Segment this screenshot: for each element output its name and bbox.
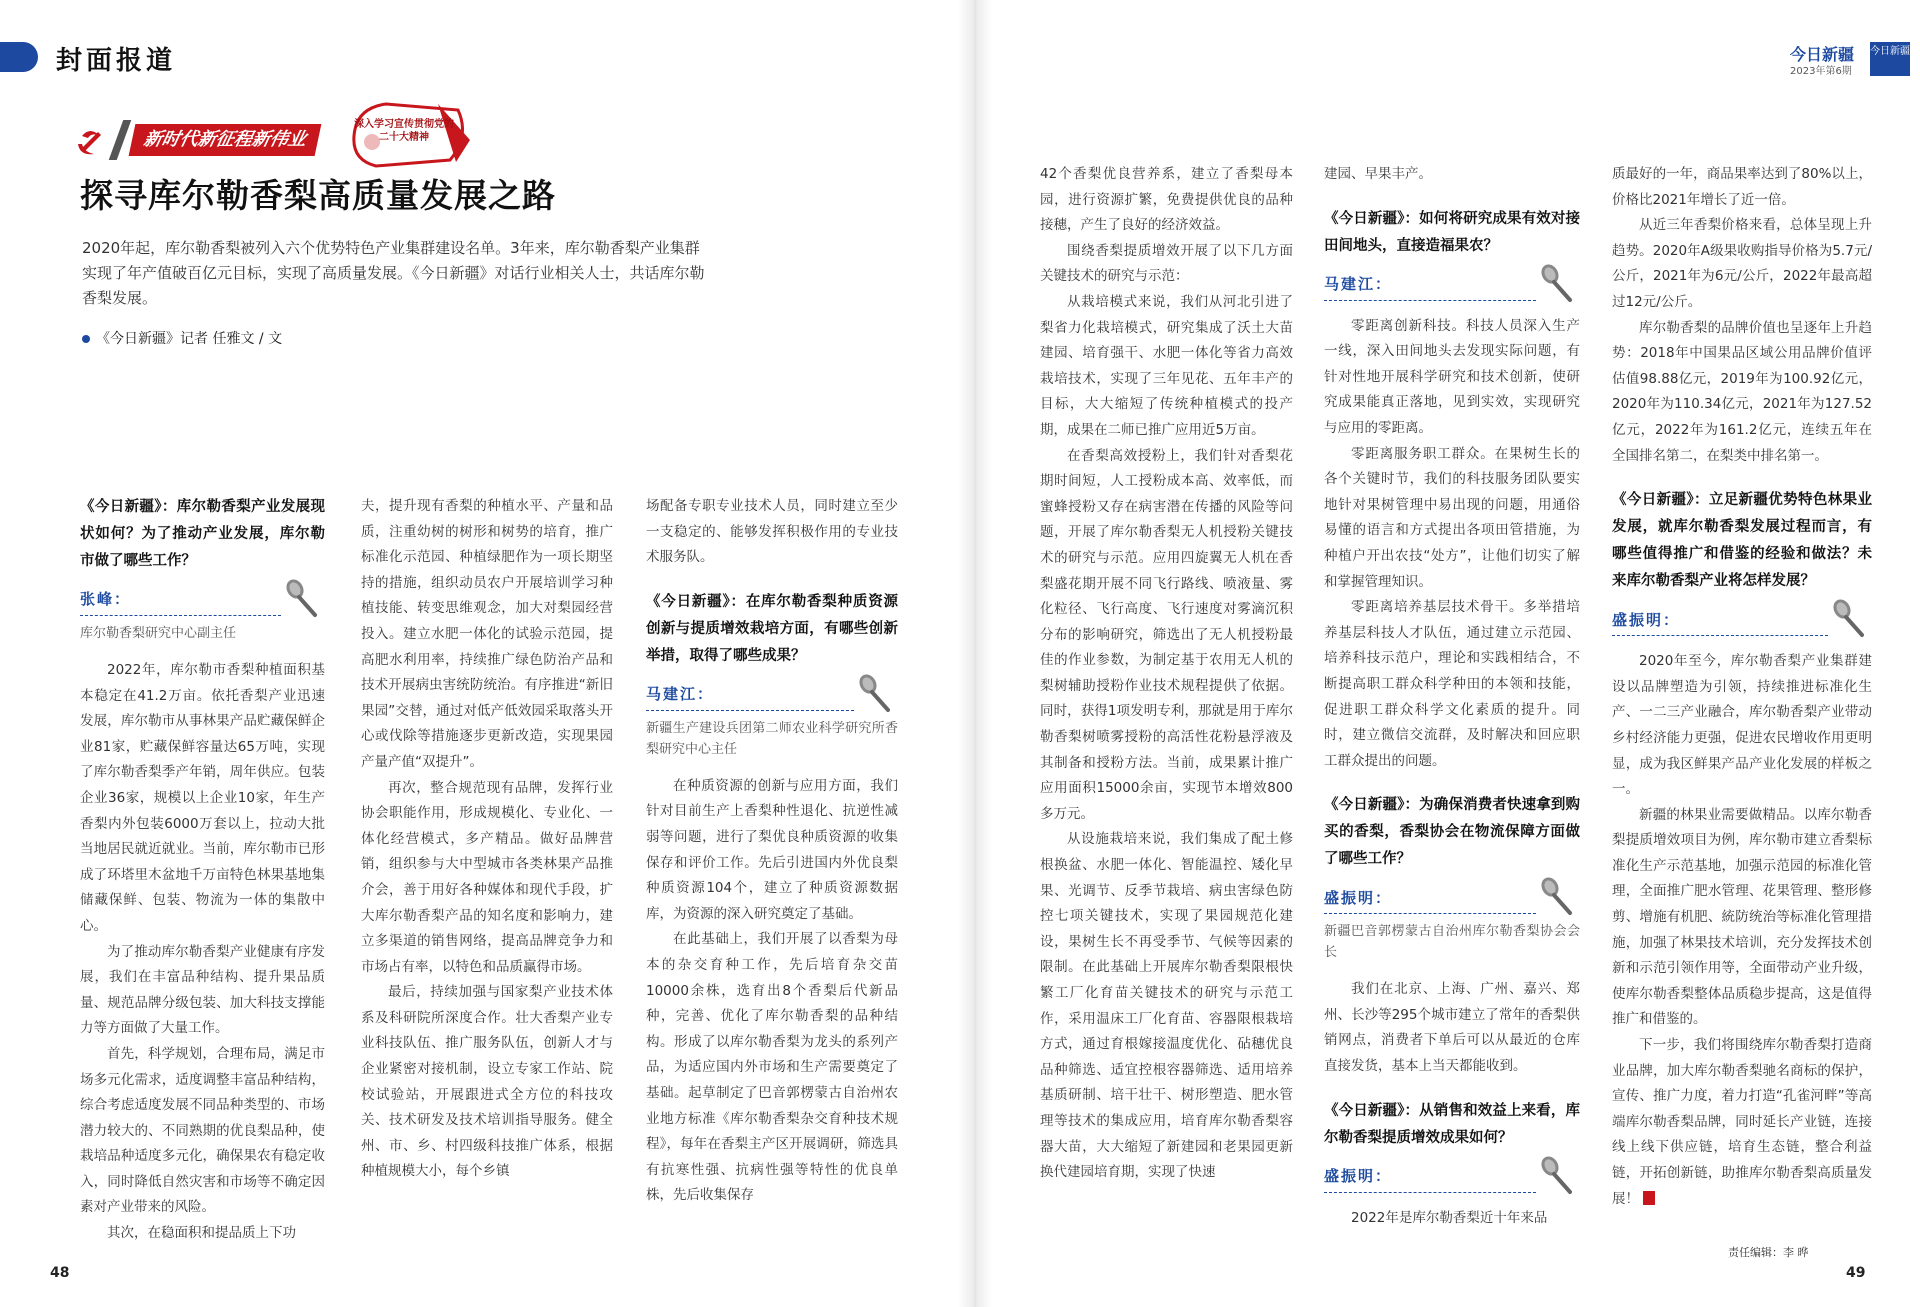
paragraph: 再次，整合规范现有品牌，发挥行业协会职能作用，形成规模化、专业化、一体化经营模式，多产精品。做好品牌营销，组织参与大中型城市各类林果产品推介会，善于用好各种媒体和现代手段，扩大库尔勒香梨产品的知名度和影响力，建立多渠道的销售网络，提高品牌竞争力和市场占有率，以特色和品质赢得市场。 xyxy=(361,779,613,975)
left-column-2 xyxy=(361,494,613,1185)
left-column-1 xyxy=(80,494,325,1247)
paragraph: 从栽培模式来说，我们从河北引进了梨省力化栽培模式，研究集成了沃土大苗建园、培育强干、水肥一体化等省力高效栽培技术，实现了三年见花、五年丰产的目标，大大缩短了传统种植模式的投产期，成果在二师已推广应用近5万亩。 xyxy=(1040,293,1293,438)
paragraph xyxy=(1612,1033,1872,1212)
campaign-badge-text: 深入学习宣传贯彻党的二十大精神 xyxy=(354,119,454,143)
speaker-name: 张峰： xyxy=(80,590,132,609)
paragraph: 首先，科学规划，合理布局，满足市场多元化需求，适度调整丰富品种结构，综合考虑适度发展不同品种类型的、市场潜力较大的、不同熟期的优良梨品种，使栽培品种适度多元化，确保果农有稳定收入，同时降低自然灾害和市场等不确定因素对产业带来的风险。 xyxy=(80,1045,325,1216)
paragraph: 库尔勒香梨的品牌价值也呈逐年上升趋势：2018年中国果品区域公用品牌价值评估值98.88亿元，2019年为100.92亿元，2020年为110.34亿元，2021年为127.52亿元，2022年为161.2亿元，连续五年在全国排名第二，在梨类中排名第一。 xyxy=(1612,319,1872,464)
paragraph: 2022年是库尔勒香梨近十年来品 xyxy=(1351,1209,1548,1226)
microphone-icon xyxy=(1536,260,1576,304)
speaker-name: 盛振明： xyxy=(1324,888,1393,907)
magazine-name: 今日新疆 xyxy=(1790,45,1855,64)
speaker-rule xyxy=(1612,635,1828,636)
paragraph: 我们在北京、上海、广州、嘉兴、郑州、长沙等295个城市建立了常年的香梨供销网点，消费者下单后可以从最近的仓库直接发货，基本上当天都能收到。 xyxy=(1324,981,1580,1075)
end-mark-icon xyxy=(1643,1191,1655,1205)
paragraph: 最后，持续加强与国家梨产业技术体系及科研院所深度合作。壮大香梨产业专业科技队伍、推广服务队伍，创新人才与企业紧密对接机制，设立专家工作站、院校试验站，开展跟进式全方位的科技攻关、技术研发及技术培训指导服务。健全州、市、乡、村四级科技推广体系，根据种植规模大小，每个乡镇 xyxy=(361,984,613,1180)
speaker-rule xyxy=(1324,300,1536,301)
paragraph: 场配备专职专业技术人员，同时建立至少一支稳定的、能够发挥积极作用的专业技术服务队。 xyxy=(646,498,898,566)
paragraph: 零距离服务职工群众。在果树生长的各个关键时节，我们的科技服务团队要实地针对果树管理中易出现的问题，用通俗易懂的语言和方式提出各项田管措施，为种植户开出农技“处方”，让他们切实了解和掌握管理知识。 xyxy=(1324,445,1580,590)
speaker-name: 马建江： xyxy=(1324,275,1393,293)
article-lead: 2020年起，库尔勒香梨被列入六个优势特色产业集群建设名单。3年来，库尔勒香梨产业集群实现了年产值破百亿元目标，实现了高质量发展。《今日新疆》对话行业相关人士，共话库尔勒香梨发展。 xyxy=(82,239,705,307)
paragraph-text: 下一步，我们将围绕库尔勒香梨打造商业品牌，加大库尔勒香梨驰名商标的保护，宣传、推广力度，着力打造“孔雀河畔”等高端库尔勒香梨品牌，同时延长产业链，连接线上线下供应链，培育生态链，整合利益链，开拓创新链，助推库尔勒香梨高质量发展！ xyxy=(1612,1037,1872,1207)
paragraph: 为了推动库尔勒香梨产业健康有序发展，我们在丰富品种结构、提升果品质量、规范品牌分级包装、加大科技支撑能力等方面做了大量工作。 xyxy=(80,943,325,1037)
speaker-rule xyxy=(80,615,281,616)
paragraph: 围绕香梨提质增效开展了以下几方面关键技术的研究与示范： xyxy=(1040,242,1293,285)
section-title: 封面报道 xyxy=(56,46,177,76)
responsible-editor: 责任编辑：李 晔 xyxy=(1728,1246,1809,1259)
byline: 《今日新疆》记者 任雅文 / 文 xyxy=(82,328,282,348)
speaker-row xyxy=(1612,601,1872,639)
question-1: 《今日新疆》：库尔勒香梨产业发展现状如何？为了推动产业发展，库尔勒市做了哪些工作？ xyxy=(80,499,325,569)
speaker-row xyxy=(1324,1158,1580,1196)
right-column-3 xyxy=(1612,162,1872,1212)
spine-gutter xyxy=(958,0,992,1307)
paragraph: 从设施栽培来说，我们集成了配土修根换盆、水肥一体化、智能温控、矮化早果、光调节、反季节栽培、病虫害绿色防控七项关键技术，实现了果园规范化建设，果树生长不再受季节、气候等因素的限制。在此基础上开展库尔勒香梨限根快繁工厂化育苗关键技术的研究与示范工作，采用温床工厂化育苗、容器限根栽培方式，通过育根嫁接温度优化、砧穗优良品种筛选、适宜控根容器筛选、适用培养基质研制、培干壮干、树形塑造、肥水管理等技术的集成应用，培育库尔勒香梨容器大苗，大大缩短了新建园和老果园更新换代建园培育期，实现了快速 xyxy=(1040,831,1293,1181)
microphone-icon xyxy=(281,575,321,619)
question-2: 《今日新疆》：在库尔勒香梨种质资源创新与提质增效栽培方面，有哪些创新举措，取得了哪些成果？ xyxy=(646,593,898,664)
paragraph: 建园、早果丰产。 xyxy=(1324,166,1432,182)
paragraph: 其次，在稳面积和提品质上下功 xyxy=(107,1225,296,1242)
right-column-2 xyxy=(1324,162,1580,1231)
question-3: 《今日新疆》：如何将研究成果有效对接田间地头，直接造福果农？ xyxy=(1324,210,1580,254)
speaker-rule xyxy=(646,710,854,711)
paragraph: 零距离培养基层技术骨干。多举措培养基层科技人才队伍，通过建立示范园、培养科技示范户，理论和实践相结合，不断提高职工群众科学种田的本领和技能，促进职工群众科学文化素质的提升。同时，建立微信交流群，及时解决和回应职工群众提出的问题。 xyxy=(1324,599,1580,769)
microphone-icon xyxy=(1828,595,1868,639)
speaker-rule xyxy=(1324,913,1536,914)
speaker-row xyxy=(80,581,325,619)
speaker-role: 库尔勒香梨研究中心副主任 xyxy=(80,626,237,641)
section-tab-marker xyxy=(0,42,38,72)
left-column-3 xyxy=(646,494,898,1209)
question-6: 《今日新疆》：立足新疆优势特色林果业发展，就库尔勒香梨发展过程而言，有哪些值得推广和借鉴的经验和做法？未来库尔勒香梨产业将怎样发展？ xyxy=(1612,492,1872,590)
speaker-name: 盛振明： xyxy=(1324,1167,1393,1186)
paragraph: 2022年，库尔勒市香梨种植面积基本稳定在41.2万亩。依托香梨产业迅速发展，库尔勒市从事林果产品贮藏保鲜企业81家，贮藏保鲜容量达65万吨，实现了库尔勒香梨季产年销，周年供应。包装企业36家，规模以上企业10家，年生产香梨内外包装6000万套以上，拉动大批当地居民就近就业。当前，库尔勒市已形成了环塔里木盆地千万亩特色林果基地集储藏保鲜、包装、物流为一体的集散中心。 xyxy=(80,662,325,934)
paragraph: 2020年至今，库尔勒香梨产业集群建设以品牌塑造为引领，持续推进标准化生产、一二三产业融合，库尔勒香梨产业带动乡村经济能力更强，促进农民增收作用更明显，成为我区鲜果产品产业化发展的样板之一。 xyxy=(1612,653,1872,798)
party-emblem-icon xyxy=(70,122,110,162)
question-5: 《今日新疆》：从销售和效益上来看，库尔勒香梨提质增效成果如何？ xyxy=(1324,1102,1580,1146)
speaker-row xyxy=(1324,879,1580,917)
speaker-name: 盛振明： xyxy=(1612,610,1681,629)
page-number: 49 xyxy=(1846,1265,1866,1281)
paragraph: 42个香梨优良营养系，建立了香梨母本园，进行资源扩繁，免费提供优良的品种接穗，产生了良好的经济效益。 xyxy=(1040,166,1293,234)
paragraph: 在香梨高效授粉上，我们针对香梨花期时间短，人工授粉成本高、效率低，而蜜蜂授粉又存在病害潜在传播的风险等问题，开展了库尔勒香梨无人机授粉关键技术的研究与示范。应用四旋翼无人机在香梨盛花期开展不同飞行路线、喷液量、雾化粒径、飞行高度、飞行速度对雾滴沉积分布的影响研究，筛选出了无人机授粉最佳的作业参数，为制定基于农用无人机的梨树辅助授粉作业技术规程提供了依据。同时，获得1项发明专利，那就是用于库尔勒香梨树喷雾授粉的高活性花粉悬浮液及其制备和授粉方法。当前，成果累计推广应用面积15000余亩，实现节本增效800多万元。 xyxy=(1040,447,1293,822)
paragraph: 从近三年香梨价格来看，总体呈现上升趋势。2020年A级果收购指导价格为5.7元/公斤，2021年为6元/公斤，2022年最高超过12元/公斤。 xyxy=(1612,217,1872,310)
page-number: 48 xyxy=(50,1265,70,1281)
paragraph: 在此基础上，我们开展了以香梨为母本的杂交育种工作，先后培育杂交苗10000余株，选育出8个香梨后代新品种，完善、优化了库尔勒香梨的品种结构。形成了以库尔勒香梨为龙头的系列产品，为适应国内外市场和生产需要奠定了基础。起草制定了巴音郭楞蒙古自治州农业地方标准《库尔勒香梨杂交育种技术规程》，每年在香梨主产区开展调研，筛选具有抗寒性强、抗病性强等特性的优良单株，先后收集保存 xyxy=(646,931,898,1204)
paragraph: 质最好的一年，商品果率达到了80%以上，价格比2021年增长了近一倍。 xyxy=(1612,166,1872,208)
article-headline: 探寻库尔勒香梨高质量发展之路 xyxy=(80,176,556,215)
question-4: 《今日新疆》：为确保消费者快速拿到购买的香梨，香梨协会在物流保障方面做了哪些工作？ xyxy=(1324,797,1580,868)
speaker-row xyxy=(1324,266,1580,304)
right-page xyxy=(990,0,1920,1307)
column-tag: 新时代新征程新伟业 xyxy=(129,124,322,156)
speaker-name: 马建江： xyxy=(646,685,715,704)
speaker-role: 新疆巴音郭楞蒙古自治州库尔勒香梨协会会长 xyxy=(1324,924,1580,961)
speaker-role: 新疆生产建设兵团第二师农业科学研究所香梨研究中心主任 xyxy=(646,720,898,757)
microphone-icon xyxy=(1536,873,1576,917)
microphone-icon xyxy=(854,670,894,714)
issue-number: 2023年第6期 xyxy=(1790,66,1852,77)
magazine-logo: 今日新疆 xyxy=(1870,42,1910,76)
right-column-1 xyxy=(1040,162,1293,1186)
microphone-icon xyxy=(1536,1152,1576,1196)
paragraph: 新疆的林果业需要做精品。以库尔勒香梨提质增效项目为例，库尔勒市建立香梨标准化生产示范基地，加强示范园的标准化管理，全面推广肥水管理、花果管理、整形修剪、增施有机肥、統防统治等标准化管理措施，加强了林果技术培训，充分发挥技术创新和示范引领作用等，全面带动产业升级，使库尔勒香梨整体品质稳步提高，这是值得推广和借鉴的。 xyxy=(1612,806,1872,1028)
speaker-rule xyxy=(1324,1192,1536,1193)
paragraph: 在种质资源的创新与应用方面，我们针对目前生产上香梨种性退化、抗逆性减弱等问题，进行了梨优良种质资源的收集保存和评价工作。先后引进国内外优良梨种质资源104个，建立了种质资源数据库，为资源的深入研究奠定了基础。 xyxy=(646,777,898,922)
paragraph: 零距离创新科技。科技人员深入生产一线，深入田间地头去发现实际问题，有针对性地开展科学研究和技术创新，使研究成果能真正落地，见到实效，实现研究与应用的零距离。 xyxy=(1324,317,1580,436)
speaker-row xyxy=(646,676,898,714)
paragraph: 夫，提升现有香梨的种植水平、产量和品质，注重幼树的树形和树势的培育，推广标准化示范园、种植绿肥作为一项长期坚持的措施，组织动员农户开展培训学习种植技能、转变思维观念，加大对梨园经营投入。建立水肥一体化的试验示范园，提高肥水利用率，持续推广绿色防治产品和技术开展病虫害统防统治。有序推进“新旧果园”交替，通过对低产低效园采取落头开心或伐除等措施逐步更新改造，实现果园产量产值“双提升”。 xyxy=(361,498,613,770)
